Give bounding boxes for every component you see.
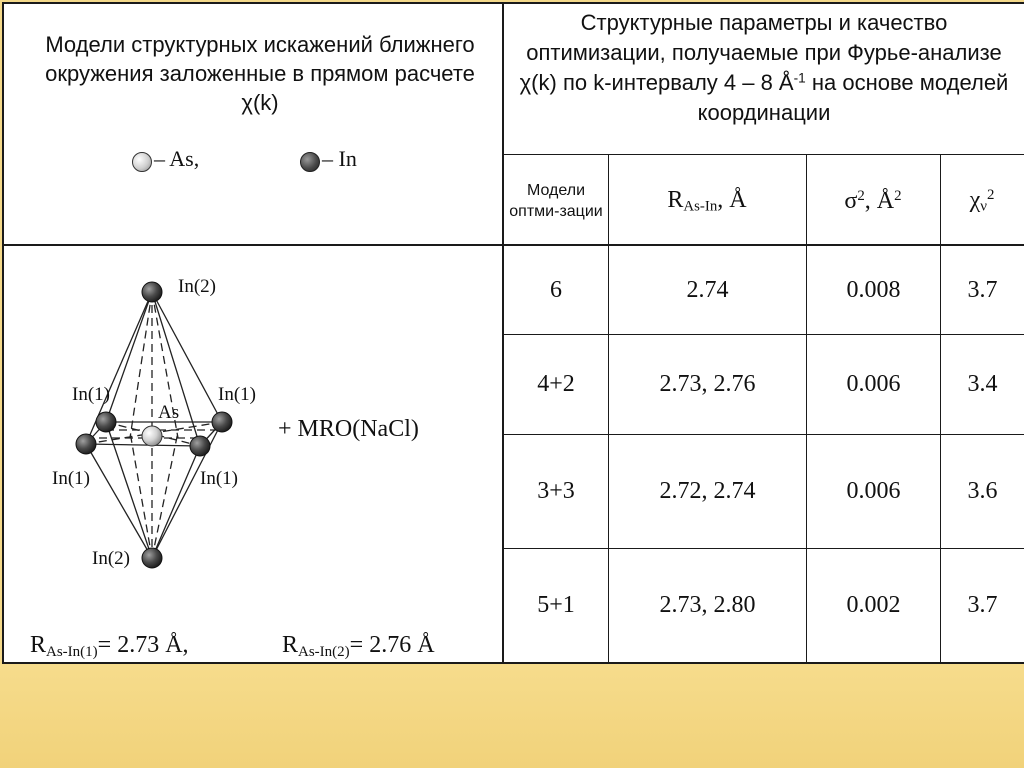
col-header-models: Модели оптми-зации [509,182,603,220]
right-header-title-main: Структурные параметры и качество оптимизации, получаемые при Фурье-анализе χ(k) по k-интервалу 4 – 8 Å [519,10,1002,95]
in-atom-bottom [142,548,162,568]
in-atom-upper-left [96,412,116,432]
col-header-sigma-main: σ [844,187,858,214]
row-4-r: 2.73, 2.80 [659,592,756,618]
bottom-formula-2: $R_{As-In(2)}= 2.76$ Å [282,632,435,660]
label-in2-bottom: In(2) [92,548,130,569]
row-1-sigma: 0.008 [846,276,901,303]
right-header-title-tail: на основе моделей координации [697,70,1009,125]
in-atom-top [142,282,162,302]
as-atom-center [142,426,162,446]
row-4-chi: 3.7 [967,592,998,618]
legend [120,146,420,176]
label-in1-lower-left: In(1) [52,468,90,489]
label-in1-lower-right: In(1) [200,468,238,489]
col-header-r-unit: , Å [717,186,747,213]
col-header-chi-main: χ [969,186,981,213]
left-header-title: Модели структурных искажений ближнего окружения заложенные в прямом расчете χ(k) [45,32,475,115]
col-header-sigma-sup: 2 [857,187,865,204]
col-header-r-main: R [667,186,684,213]
row-3-sigma: 0.006 [846,478,901,504]
label-as: As [158,402,180,423]
row-2-r: 2.73, 2.76 [659,371,756,397]
col-header-r-sub: As-In [683,198,718,215]
in-atom-lower-right [190,436,210,456]
row-4-model: 5+1 [537,592,575,618]
table-border-bottom [2,662,1024,664]
legend-as-label: – As, [154,146,200,171]
col-header-chi-sup: 2 [986,186,995,203]
right-header-title-sup: -1 [793,70,806,86]
row-2-chi: 3.4 [967,371,998,397]
table-border-top [2,2,1024,4]
as-atom-icon [132,152,152,172]
bottom-formula-1: $R_{As-In(1)}= 2.73$ Å, [30,632,189,660]
label-in1-upper-left: In(1) [72,384,110,405]
row-4-sigma: 0.002 [846,592,901,618]
table-right-subheader-separator [502,154,1024,155]
legend-in-label: – In [322,146,357,171]
col-header-chi-sub: ν [980,198,987,215]
col-header-r [610,160,804,242]
in-atom-icon [300,152,320,172]
row-3-chi: 3.6 [967,478,998,504]
label-in1-upper-right: In(1) [218,384,256,405]
row-3-r: 2.72, 2.74 [659,478,756,504]
label-in2-top: In(2) [178,276,216,297]
in-atom-lower-left [76,434,96,454]
in-atom-upper-right [212,412,232,432]
row-1-model: 6 [550,276,562,303]
col-header-sigma-unit-sup: 2 [894,187,902,204]
row-2-model: 4+2 [537,371,575,397]
bottom-band [0,664,1024,768]
row-2-sigma: 0.006 [846,371,901,397]
mro-label: + MRO(NaCl) [278,416,419,442]
row-3-model: 3+3 [537,478,575,504]
col-header-sigma-unit: , Å [864,187,895,214]
col-header-chi [942,160,1022,242]
octahedron-diagram [30,262,500,582]
row-1-chi: 3.7 [967,276,998,303]
table-border-left [2,2,4,664]
col-header-sigma [808,160,938,242]
right-header-title [518,8,1010,128]
row-1-r: 2.74 [686,276,729,303]
